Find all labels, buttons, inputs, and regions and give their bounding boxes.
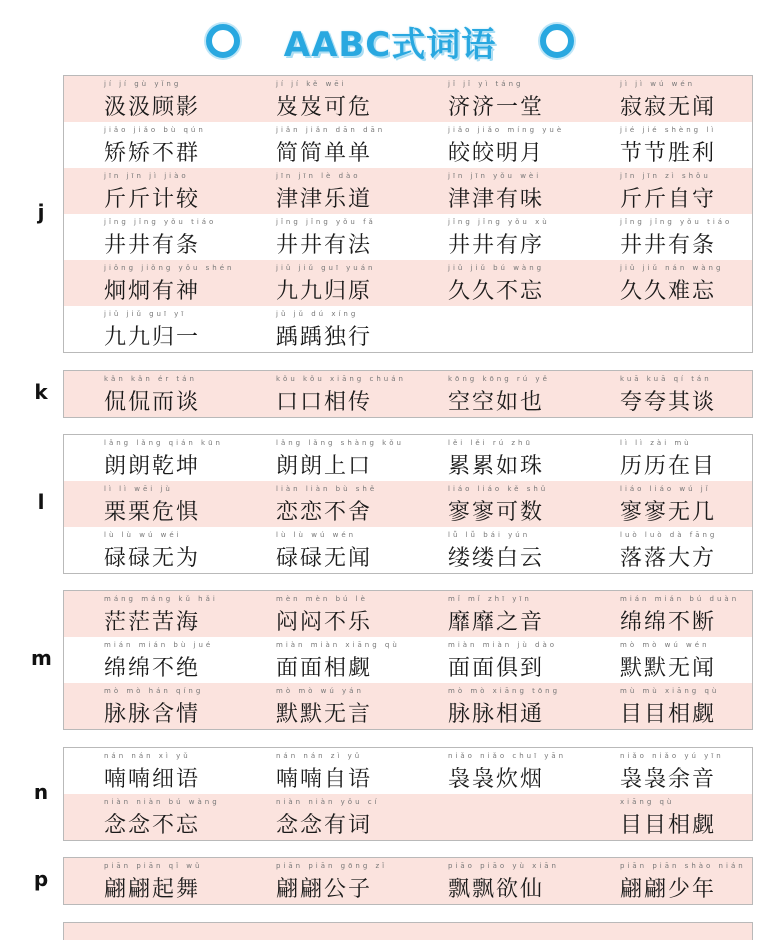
pinyin-label: liáo liáo wú jǐ [620, 485, 711, 493]
table-row [64, 168, 752, 214]
word-cell [580, 858, 752, 904]
idiom-word: 念念不忘 [104, 813, 201, 838]
pinyin-label: lì lì wēi jù [104, 485, 173, 493]
idiom-word: 袅袅炊烟 [448, 767, 545, 792]
table-row [64, 481, 752, 527]
word-cell [236, 794, 408, 840]
word-cell [408, 76, 580, 122]
word-cell [408, 527, 580, 573]
idiom-word: 口口相传 [276, 390, 373, 415]
idiom-word: 目目相觑 [620, 813, 717, 838]
idiom-word: 历历在目 [620, 454, 717, 479]
word-cell [236, 122, 408, 168]
idiom-word: 念念有词 [276, 813, 373, 838]
idiom-word: 碌碌无闻 [276, 546, 373, 571]
pinyin-label: jiǔ jiǔ guī yuán [276, 264, 376, 272]
idiom-word: 久久难忘 [620, 279, 717, 304]
word-cell [236, 260, 408, 306]
word-cell [236, 76, 408, 122]
idiom-word: 九九归原 [276, 279, 373, 304]
idiom-word: 默默无言 [276, 702, 373, 727]
pinyin-label: jié jié shèng lì [620, 126, 717, 134]
pinyin-label: lǚ lǚ bái yún [448, 531, 531, 539]
table-row [64, 306, 752, 352]
word-cell [408, 858, 580, 904]
word-cell [408, 683, 580, 729]
word-cell [64, 435, 236, 481]
idiom-word: 寥寥可数 [448, 500, 545, 525]
pinyin-label: jǐng jǐng yǒu fǎ [276, 218, 376, 226]
word-cell [236, 435, 408, 481]
pinyin-label: niàn niàn bú wàng [104, 798, 220, 806]
pinyin-label: mián mián bù jué [104, 641, 214, 649]
table-row [64, 637, 752, 683]
pinyin-label: jiǎn jiǎn dān dān [276, 126, 386, 134]
idiom-word: 喃喃自语 [276, 767, 373, 792]
idiom-word: 简简单单 [276, 141, 373, 166]
word-cell [580, 214, 752, 260]
word-cell [64, 481, 236, 527]
table-row [64, 794, 752, 840]
word-cell [64, 168, 236, 214]
table-row [64, 371, 752, 417]
idiom-word: 津津有味 [448, 187, 545, 212]
word-cell [64, 122, 236, 168]
pinyin-label: jiǎo jiǎo bù qún [104, 126, 206, 134]
idiom-word: 津津乐道 [276, 187, 373, 212]
page-title: AABC式词语 [283, 24, 497, 65]
pinyin-label: jǐng jǐng yǒu xù [448, 218, 550, 226]
pinyin-label: lì lì zài mù [620, 439, 692, 447]
word-cell [580, 481, 752, 527]
idiom-word: 绵绵不断 [620, 610, 717, 635]
pinyin-label: mián mián bú duàn [620, 595, 740, 603]
pinyin-label: piān piān gōng zǐ [276, 862, 388, 870]
pinyin-label: mǐ mǐ zhī yīn [448, 595, 532, 603]
pinyin-label: nán nán xì yǔ [104, 752, 191, 760]
word-cell [408, 122, 580, 168]
pinyin-label: jí jí kě wēi [276, 80, 347, 88]
idiom-word: 矫矫不群 [104, 141, 201, 166]
word-cell [236, 683, 408, 729]
table-row [64, 76, 752, 122]
word-cell [408, 481, 580, 527]
pinyin-label: nán nán zì yǔ [276, 752, 363, 760]
pinyin-label: jiǒng jiǒng yǒu shén [104, 264, 235, 272]
word-cell [408, 214, 580, 260]
section-letter: j [37, 200, 45, 224]
idiom-word: 汲汲顾影 [104, 95, 201, 120]
idiom-word: 翩翩起舞 [104, 877, 201, 902]
word-cell [580, 260, 752, 306]
idiom-word: 济济一堂 [448, 95, 545, 120]
idiom-word: 岌岌可危 [276, 95, 373, 120]
idiom-word: 井井有条 [104, 233, 201, 258]
pinyin-label: jīn jīn lè dào [276, 172, 361, 180]
idiom-word: 脉脉相通 [448, 702, 545, 727]
word-cell [236, 527, 408, 573]
section-letter: p [33, 867, 49, 891]
idiom-word: 栗栗危惧 [104, 500, 201, 525]
pinyin-label: jǐ jǐ yì táng [448, 80, 524, 88]
idiom-word: 炯炯有神 [104, 279, 201, 304]
section-letter: n [33, 780, 49, 804]
pinyin-label: lù lù wú wén [276, 531, 357, 539]
word-cell [580, 435, 752, 481]
idiom-word: 靡靡之音 [448, 610, 545, 635]
table-row [64, 858, 752, 904]
word-cell [64, 306, 236, 352]
word-cell [236, 748, 408, 794]
pinyin-label: jīn jīn zì shǒu [620, 172, 711, 180]
circle-icon-right [540, 24, 574, 58]
word-cell [64, 260, 236, 306]
idiom-word: 翩翩少年 [620, 877, 717, 902]
table-row [64, 214, 752, 260]
table-row [64, 748, 752, 794]
pinyin-label: niàn niàn yǒu cí [276, 798, 380, 806]
word-cell [408, 260, 580, 306]
word-cell [64, 76, 236, 122]
word-cell [64, 683, 236, 729]
pinyin-label: luò luò dà fāng [620, 531, 718, 539]
word-cell [580, 794, 752, 840]
idiom-word: 井井有条 [620, 233, 717, 258]
table-row [64, 683, 752, 729]
idiom-word: 飘飘欲仙 [448, 877, 545, 902]
word-cell [236, 591, 408, 637]
pinyin-label: jiǎo jiǎo míng yuè [448, 126, 565, 134]
idiom-word: 朗朗乾坤 [104, 454, 201, 479]
idiom-word: 节节胜利 [620, 141, 717, 166]
section-letter: m [31, 646, 52, 670]
idiom-word: 目目相觑 [620, 702, 717, 727]
section-l-table [63, 434, 753, 574]
pinyin-label: mò mò wú yán [276, 687, 364, 695]
idiom-word: 默默无闻 [620, 656, 717, 681]
table-row [64, 122, 752, 168]
word-cell [236, 481, 408, 527]
pinyin-label: jǔ jǔ dú xíng [276, 310, 359, 318]
idiom-word: 朗朗上口 [276, 454, 373, 479]
pinyin-label: jǐng jǐng yǒu tiáo [620, 218, 733, 226]
word-cell [64, 858, 236, 904]
idiom-word: 空空如也 [448, 390, 545, 415]
word-cell [64, 637, 236, 683]
idiom-word: 绵绵不绝 [104, 656, 201, 681]
word-cell [408, 371, 580, 417]
pinyin-label: xiāng qù [620, 798, 675, 806]
pinyin-label: mò mò hán qíng [104, 687, 204, 695]
pinyin-label: mèn mèn bú lè [276, 595, 368, 603]
word-cell [580, 683, 752, 729]
pinyin-label: miàn miàn xiāng qù [276, 641, 400, 649]
word-cell [236, 306, 408, 352]
pinyin-label: jǐng jǐng yǒu tiáo [104, 218, 217, 226]
pinyin-label: kǒu kǒu xiāng chuán [276, 375, 406, 383]
idiom-word: 缕缕白云 [448, 546, 545, 571]
pinyin-label: niǎo niǎo yú yīn [620, 752, 724, 760]
pinyin-label: kuā kuā qí tán [620, 375, 712, 383]
pinyin-label: piāo piāo yù xiān [448, 862, 559, 870]
word-cell [580, 527, 752, 573]
table-row [64, 527, 752, 573]
word-cell [236, 637, 408, 683]
idiom-word: 皎皎明月 [448, 141, 545, 166]
idiom-word: 落落大方 [620, 546, 717, 571]
section-n-table [63, 747, 753, 841]
section-m-table [63, 590, 753, 730]
idiom-word: 喃喃细语 [104, 767, 201, 792]
word-cell [236, 371, 408, 417]
pinyin-label: lěi lěi rú zhū [448, 439, 533, 447]
pinyin-label: jiǔ jiǔ bú wàng [448, 264, 545, 272]
word-cell [236, 168, 408, 214]
word-cell [236, 214, 408, 260]
idiom-word: 斤斤计较 [104, 187, 201, 212]
pinyin-label: jí jí gù yǐng [104, 80, 182, 88]
pinyin-label: lǎng lǎng qián kūn [104, 439, 223, 447]
idiom-word: 九九归一 [104, 325, 201, 350]
word-cell [408, 748, 580, 794]
pinyin-label: lù lù wú wéi [104, 531, 182, 539]
idiom-word: 踽踽独行 [276, 325, 373, 350]
idiom-word: 寥寥无几 [620, 500, 717, 525]
word-cell [408, 794, 580, 840]
idiom-word: 井井有法 [276, 233, 373, 258]
idiom-word: 累累如珠 [448, 454, 545, 479]
word-cell [580, 748, 752, 794]
idiom-word: 翩翩公子 [276, 877, 373, 902]
word-cell [64, 214, 236, 260]
next-section-table-partial [63, 922, 753, 940]
idiom-word: 脉脉含情 [104, 702, 201, 727]
section-k-table [63, 370, 753, 418]
idiom-word: 斤斤自守 [620, 187, 717, 212]
idiom-word: 茫茫苦海 [104, 610, 201, 635]
word-cell [408, 168, 580, 214]
idiom-word: 面面俱到 [448, 656, 545, 681]
pinyin-label: kǎn kǎn ér tán [104, 375, 197, 383]
pinyin-label: miàn miàn jù dào [448, 641, 558, 649]
word-cell [408, 306, 580, 352]
idiom-word: 恋恋不舍 [276, 500, 373, 525]
idiom-word: 久久不忘 [448, 279, 545, 304]
section-letter: k [34, 380, 48, 404]
pinyin-label: piān piān shào nián [620, 862, 746, 870]
pinyin-label: mù mù xiāng qù [620, 687, 720, 695]
pinyin-label: jīn jīn yǒu wèi [448, 172, 542, 180]
pinyin-label: piān piān qǐ wǔ [104, 862, 203, 870]
word-cell [580, 168, 752, 214]
word-cell [64, 527, 236, 573]
word-cell [408, 591, 580, 637]
word-cell [64, 371, 236, 417]
circle-icon-left [206, 24, 240, 58]
word-cell [580, 306, 752, 352]
table-row [64, 260, 752, 306]
word-cell [580, 371, 752, 417]
word-cell [64, 591, 236, 637]
word-cell [580, 637, 752, 683]
idiom-word: 面面相觑 [276, 656, 373, 681]
pinyin-label: máng máng kǔ hǎi [104, 595, 218, 603]
idiom-word: 侃侃而谈 [104, 390, 201, 415]
section-p-table [63, 857, 753, 905]
pinyin-label: liáo liáo kě shǔ [448, 485, 549, 493]
word-cell [64, 794, 236, 840]
idiom-word: 夸夸其谈 [620, 390, 717, 415]
idiom-word: 袅袅余音 [620, 767, 717, 792]
word-cell [580, 591, 752, 637]
idiom-word: 寂寂无闻 [620, 95, 717, 120]
word-cell [580, 122, 752, 168]
idiom-word: 井井有序 [448, 233, 545, 258]
pinyin-label: jīn jīn jì jiào [104, 172, 189, 180]
word-cell [64, 748, 236, 794]
pinyin-label: jiǔ jiǔ nán wàng [620, 264, 724, 272]
pinyin-label: kōng kōng rú yě [448, 375, 550, 383]
pinyin-label: lǎng lǎng shàng kǒu [276, 439, 404, 447]
pinyin-label: mò mò xiāng tōng [448, 687, 561, 695]
pinyin-label: niǎo niǎo chuī yān [448, 752, 567, 760]
word-cell [236, 858, 408, 904]
idiom-word: 碌碌无为 [104, 546, 201, 571]
word-cell [580, 76, 752, 122]
idiom-word: 闷闷不乐 [276, 610, 373, 635]
table-row [64, 591, 752, 637]
pinyin-label: mò mò wú wén [620, 641, 710, 649]
table-row [64, 435, 752, 481]
pinyin-label: jiǔ jiǔ guī yī [104, 310, 187, 318]
pinyin-label: liàn liàn bù shě [276, 485, 378, 493]
word-cell [408, 435, 580, 481]
word-cell [408, 637, 580, 683]
page-header [0, 8, 780, 74]
section-j-table [63, 75, 753, 353]
pinyin-label: jì jì wú wén [620, 80, 696, 88]
section-letter: l [37, 490, 45, 514]
